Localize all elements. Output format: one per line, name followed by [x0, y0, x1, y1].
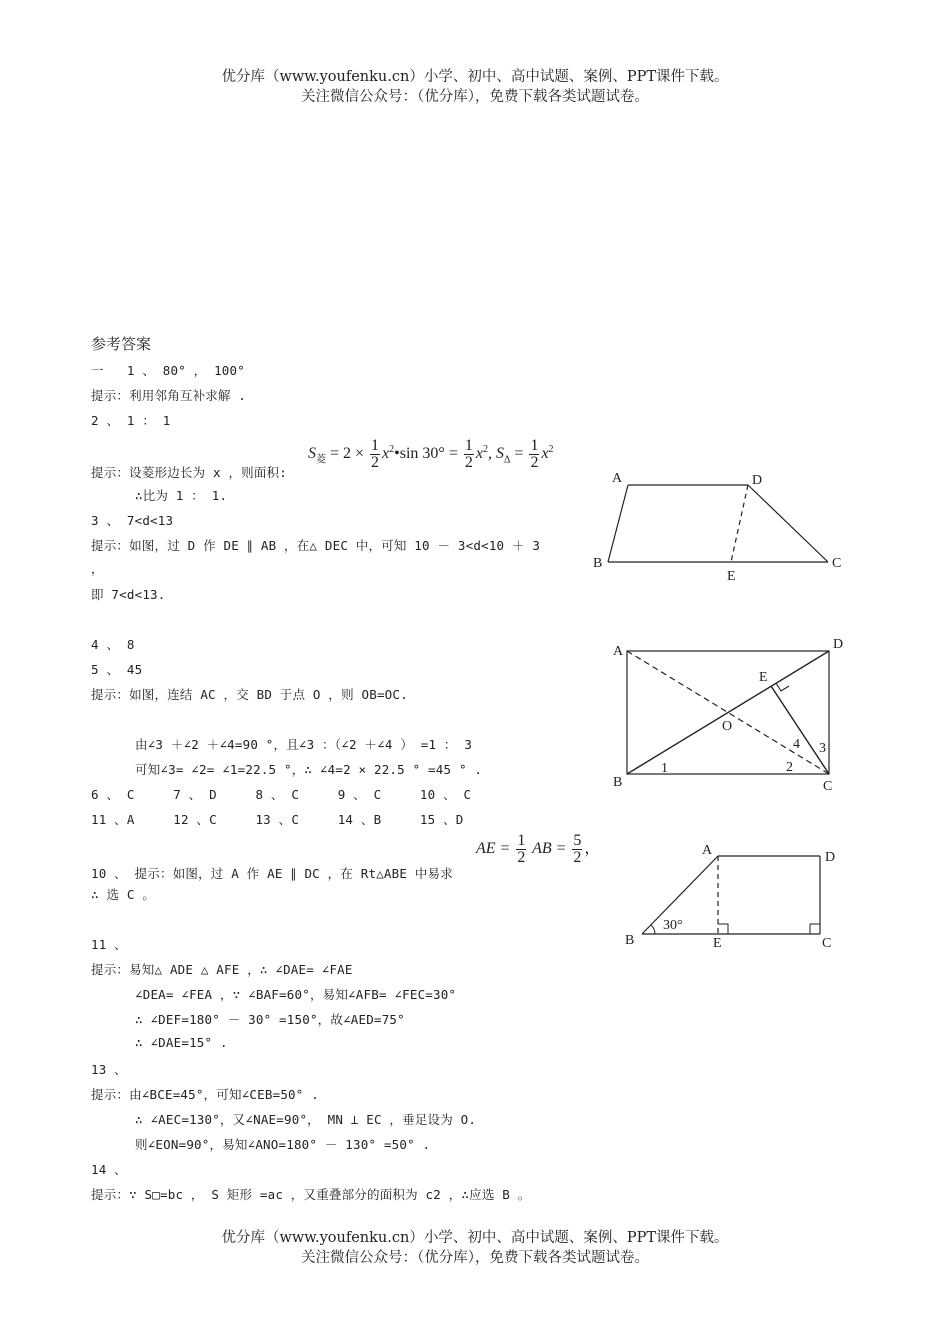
vertex-label-d: D	[752, 473, 763, 488]
rhombus-area-formula: $S_菱 = 2$ × $\frac{1}{2}$ $x^2•\sin$ 30° = $\frac{1}{2}$ $x^2$, $S_\Delta$ = $\frac{1}{2}$ $x^2$	[308, 437, 554, 471]
answer-line: ∠DEA= ∠FEA ，∵ ∠BAF=60°，易知∠AFB= ∠FEC=30°	[135, 987, 457, 1002]
vertex-label-e: E	[759, 670, 768, 685]
vertex-label-d: D	[833, 637, 844, 652]
answer-line: 14 、	[91, 1162, 127, 1177]
answer-line: 提示：如图，连结 AC ，交 BD 于点 O ，则 OB=OC.	[91, 687, 408, 702]
answer-line: ∴ ∠AEC=130°，又∠NAE=90°， MN ⊥ EC ，垂足设为 O.	[135, 1112, 477, 1127]
vertex-label-b: B	[593, 556, 603, 571]
answer-line: 3 、 7<d<13	[91, 513, 174, 528]
vertex-label-a: A	[613, 644, 624, 659]
angle-label-4: 4	[793, 737, 800, 752]
answer-line: 一 1 、 80° ， 100°	[91, 363, 245, 378]
answer-line: ∴ ∠DEF=180° － 30° =150°，故∠AED=75°	[135, 1012, 405, 1027]
angle-label-30: 30°	[663, 918, 683, 933]
vertex-label-a: A	[612, 471, 623, 486]
answer-line: 提示：易知△ ADE △ AFE ，∴ ∠DAE= ∠FAE	[91, 962, 353, 977]
answer-line: 则∠EON=90°，易知∠ANO=180° － 130° =50° .	[135, 1137, 431, 1152]
vertex-label-a: A	[702, 843, 713, 858]
ae-formula: AE = $\frac{1}{2}$ AB = $\frac{5}{2}$ ，	[476, 832, 601, 866]
answer-line: 可知∠3= ∠2= ∠1=22.5 °，∴ ∠4=2 × 22.5 ° =45 ° .	[135, 762, 483, 777]
answer-line: 2 、 1 ： 1	[91, 413, 171, 428]
answer-line: 11 、	[91, 937, 127, 952]
answer-line: 提示：利用邻角互补求解 .	[91, 388, 247, 403]
answer-line: 提示：设菱形边长为 x ，则面积:	[91, 465, 288, 480]
answer-line: 提示：∵ S□=bc ， S 矩形 =ac ，又重叠部分的面积为 c2 ，∴应选 B 。	[91, 1187, 531, 1202]
rectangle-figure	[605, 630, 855, 795]
right-trapezoid-figure	[622, 840, 852, 950]
vertex-label-c: C	[832, 556, 842, 571]
answer-line: 10 、 提示：如图，过 A 作 AE ∥ DC ，在 Rt△ABE 中易求	[91, 866, 453, 881]
answer-line: ，	[91, 561, 104, 576]
vertex-label-b: B	[613, 775, 623, 790]
vertex-label-b: B	[625, 933, 635, 948]
answer-line: ∴ 选 C 。	[91, 887, 156, 902]
angle-label-1: 1	[661, 761, 668, 776]
vertex-label-d: D	[825, 850, 836, 865]
answer-line: 5 、 45	[91, 662, 143, 677]
answer-line: 提示：如图，过 D 作 DE ∥ AB ，在△ DEC 中，可知 10 － 3<d<10 ＋ 3	[91, 538, 541, 553]
vertex-label-e: E	[727, 569, 736, 584]
vertex-label-c: C	[823, 779, 833, 794]
header-line-2: 关注微信公众号：（优分库），免费下载各类试题试卷。	[301, 89, 649, 105]
answer-line: 提示：由∠BCE=45°，可知∠CEB=50° .	[91, 1087, 319, 1102]
vertex-label-e: E	[713, 936, 722, 950]
footer-line-1: 优分库（www.youfenku.cn）小学、初中、高中试题、案例、PPT课件下载。	[221, 1230, 729, 1246]
answer-line: ∴ ∠DAE=15° .	[135, 1035, 228, 1050]
header-line-1: 优分库（www.youfenku.cn）小学、初中、高中试题、案例、PPT课件下载。	[221, 69, 729, 85]
answer-line: 13 、	[91, 1062, 127, 1077]
answer-line: ∴比为 1 ： 1.	[135, 488, 228, 503]
trapezoid-figure	[588, 465, 858, 585]
section-title: 参考答案	[91, 335, 152, 353]
answer-line: 4 、 8	[91, 637, 135, 652]
angle-label-3: 3	[819, 741, 826, 756]
footer-line-2: 关注微信公众号：（优分库），免费下载各类试题试卷。	[301, 1250, 649, 1266]
answer-line: 由∠3 ＋∠2 ＋∠4=90 °，且∠3 ：（∠2 ＋∠4 ） =1 ： 3	[135, 737, 473, 752]
angle-label-2: 2	[786, 760, 793, 775]
answer-line: 即 7<d<13.	[91, 587, 166, 602]
vertex-label-c: C	[822, 936, 832, 950]
answer-line: 6 、 C 7 、 D 8 、 C 9 、 C 10 、 C	[91, 787, 472, 802]
answer-line: 11 、A 12 、C 13 、C 14 、B 15 、D	[91, 812, 464, 827]
vertex-label-o: O	[722, 719, 733, 734]
